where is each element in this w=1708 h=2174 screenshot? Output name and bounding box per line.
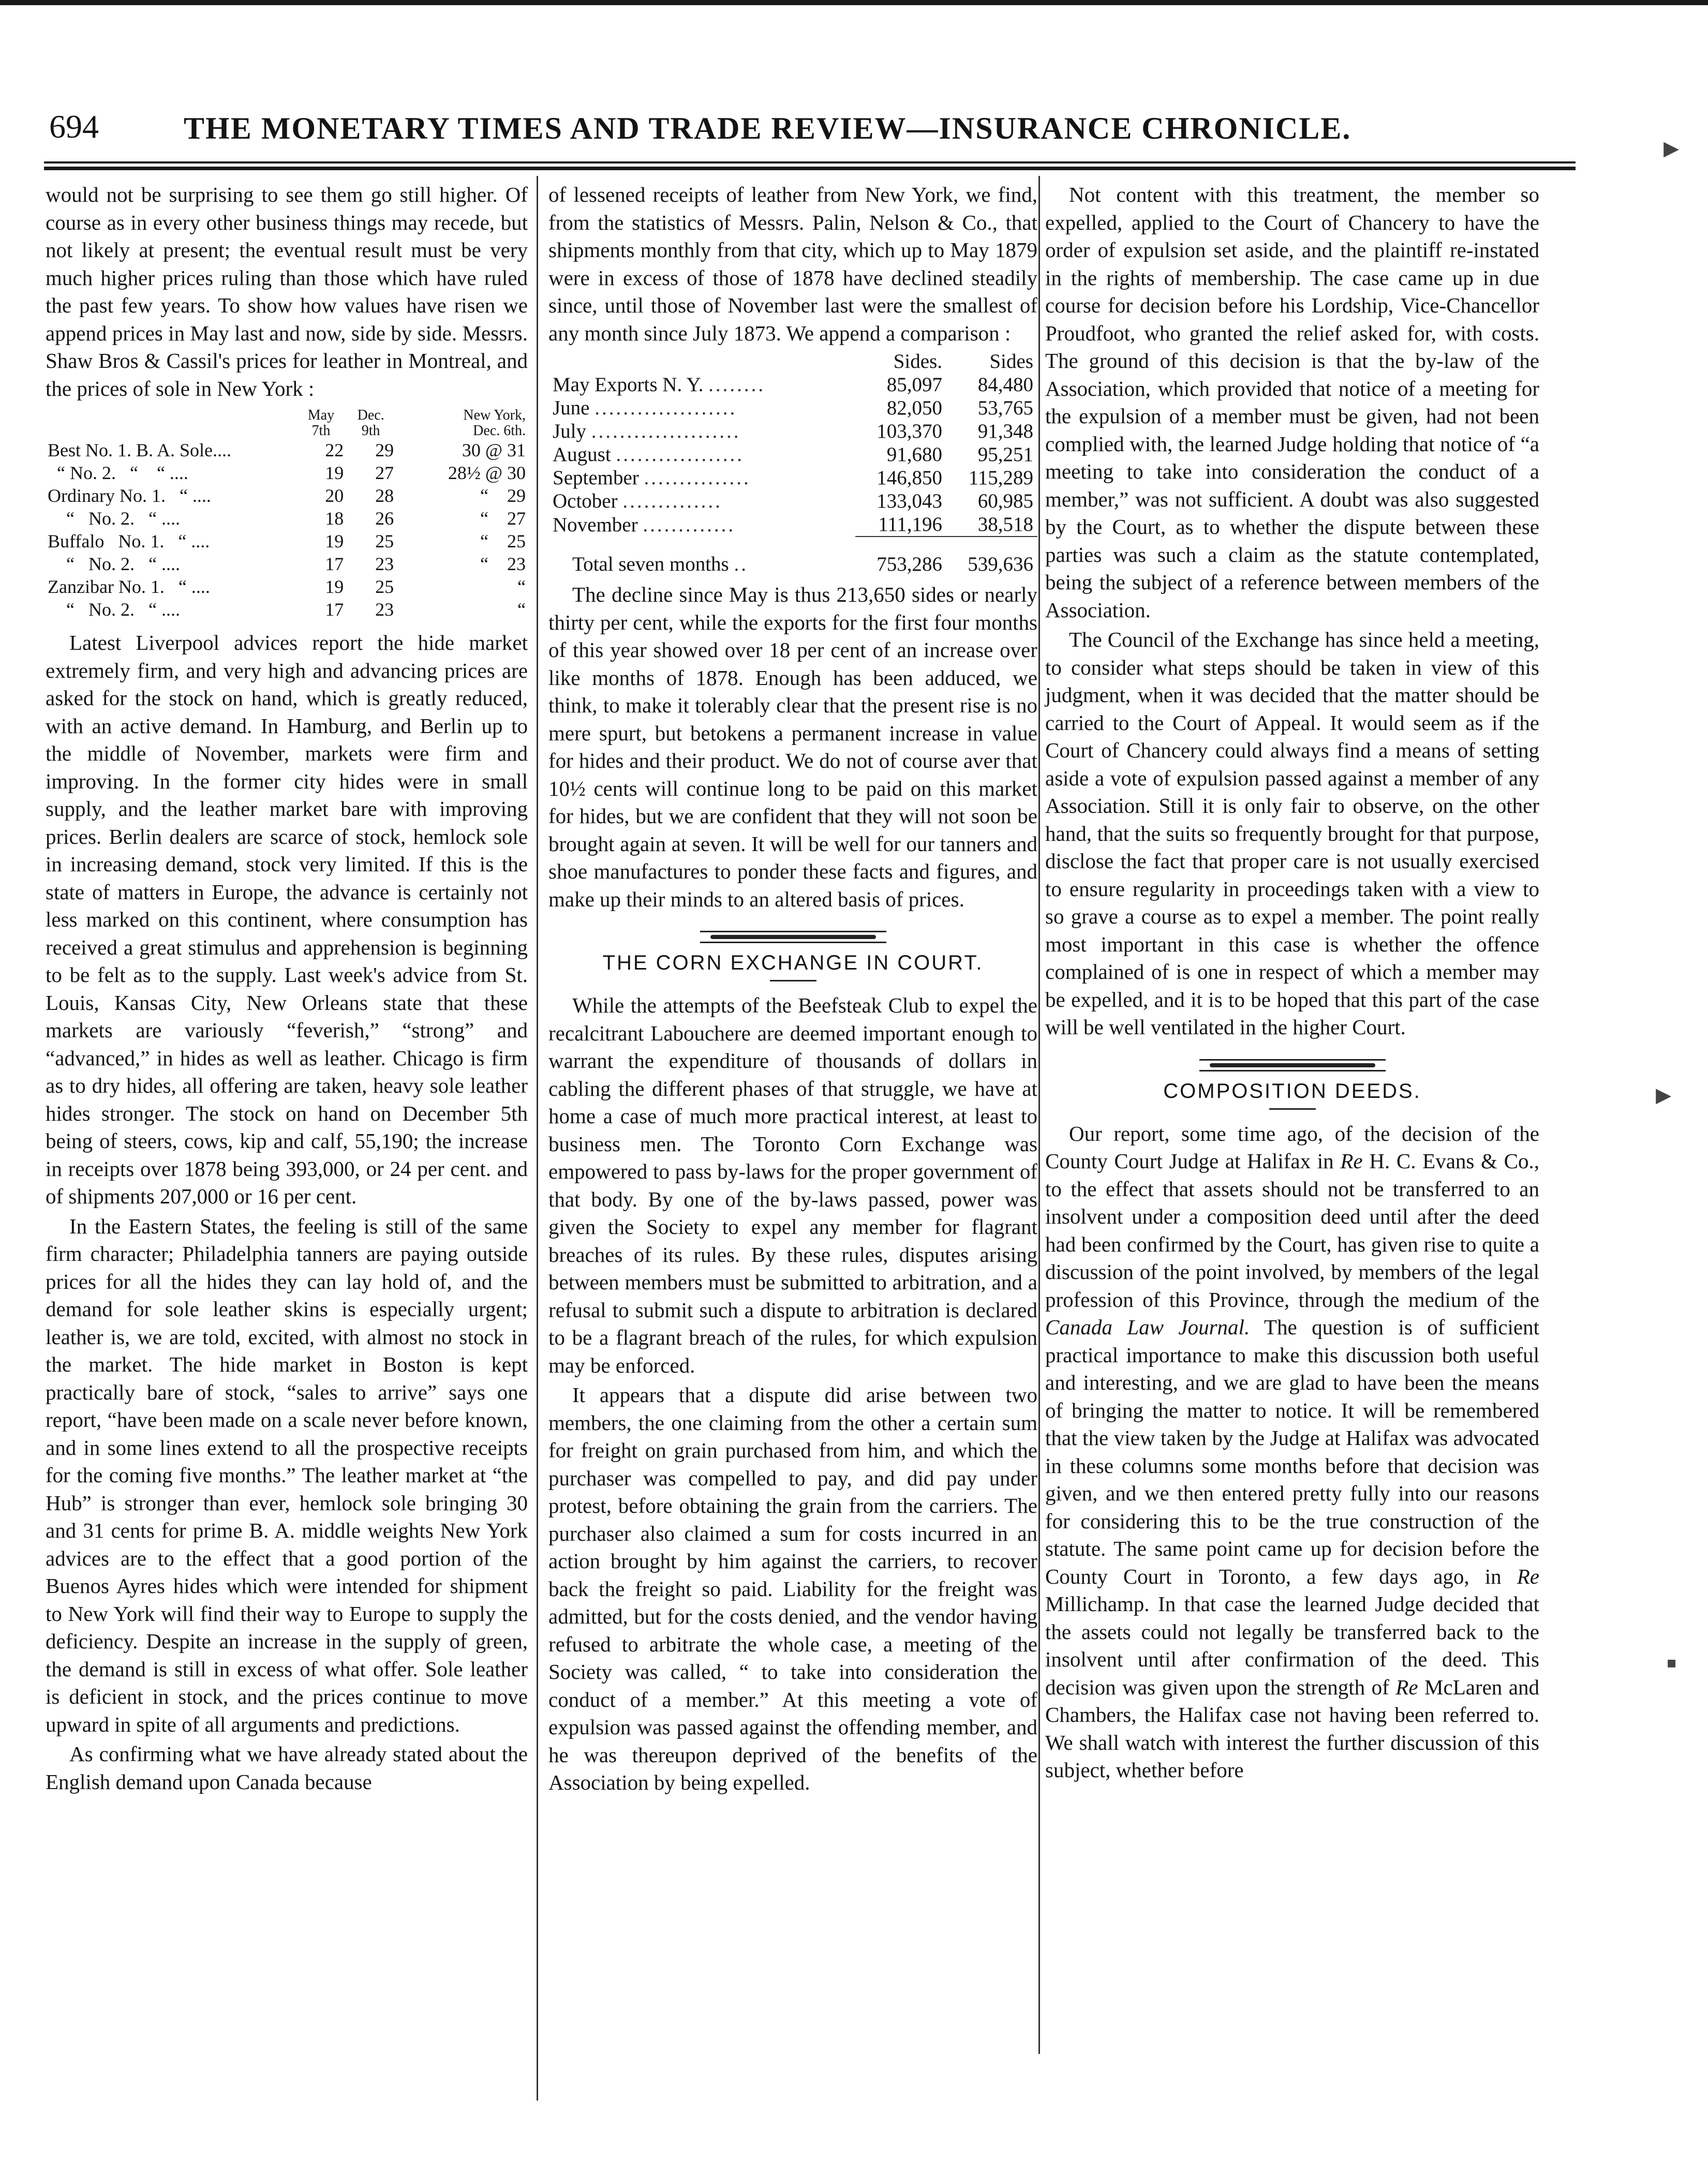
heading-underline <box>770 980 816 981</box>
header-rule-thick <box>44 167 1576 170</box>
page-header <box>44 103 1576 160</box>
table-row: Ordinary No. 1. “ .... 20 28 “ 29 <box>48 485 526 506</box>
table-row: June .................... 82,050 53,765 <box>553 397 1033 419</box>
header-sides-1879: Sides. <box>893 350 942 373</box>
column-divider-2 <box>1038 176 1040 2054</box>
column-2 <box>548 181 1037 1797</box>
header-new-york: New York, Dec. 6th. <box>463 407 526 439</box>
section-ornament-rule <box>700 931 886 944</box>
margin-mark: ▪ <box>1666 1646 1677 1680</box>
top-border-rule <box>0 0 1708 5</box>
header-may: May 7th <box>307 407 335 439</box>
margin-mark: ▸ <box>1656 1077 1672 1111</box>
col1-paragraph-4: As confirming what we have already stated about the English demand upon Canada because <box>46 1742 528 1794</box>
col3-paragraph-3: Our report, some time ago, of the decision of the County Court Judge at Halifax in Re H. C. Evans & Co., to the effect that assets should not be transferred to an insolvent under a composition deed until after the deed had been confirmed by the Court, has given rise to quite a discussion of the point involved, by members of the legal profession of this Province, through the medium of the Canada Law Journal. The question is of sufficient practical importance to make this discussion both useful and interesting, and we are glad to have been the means of bringing the matter to notice. It will be remembered that the view taken by the Judge at Halifax was advocated in these columns some months before that decision was given, and we then entered pretty fully into our reasons for considering this to be the true construction of the statute. The same point came up for decision before the County Court in Toronto, a few days ago, in Re Millichamp. In that case the learned Judge decided that the assets could not legally be transferred back to the insolvent until after confirmation of the deed. This decision was given upon the strength of Re McLaren and Chambers, the Halifax case not having been referred to. We shall watch with interest the further discussion of this subject, whether before <box>1045 1121 1539 1782</box>
heading-composition-deeds: COMPOSITION DEEDS. <box>1163 1079 1421 1103</box>
table-row: August .................. 91,680 95,251 <box>553 443 1033 466</box>
table-row: October .............. 133,043 60,985 <box>553 490 1033 512</box>
col2-paragraph-1: of lessened receipts of leather from New York, we find, from the statistics of Messrs. Palin, Nelson & Co., that shipments monthly from that city, which up to May 1879 were in excess of those of 1878 have declined steadily since, until those of November last were the smallest of any month since July 1873. We append a comparison : <box>548 183 1037 345</box>
col1-paragraph-1: would not be surprising to see them go still higher. Of course as in every other business things may recede, but not likely at present; the eventual result must be very much higher prices ruling than those which have ruled the past few years. To show how values have risen we append prices in May last and now, side by side. Messrs. Shaw Bros & Cassil's prices for leather in Montreal, and the prices of sole in New York : <box>46 183 528 400</box>
heading-corn-exchange: THE CORN EXCHANGE IN COURT. <box>602 951 984 974</box>
table-row: November ............. 111,196 38,518 <box>553 513 1033 536</box>
table-row: “ No. 2. “ .... 17 23 “ 23 <box>48 554 526 574</box>
header-dec: Dec. 9th <box>357 407 384 439</box>
table-row: Zanzibar No. 1. “ .... 19 25 “ <box>48 576 526 597</box>
header-rule-thin <box>44 161 1576 163</box>
col3-paragraph-1: Not content with this treatment, the member so expelled, applied to the Court of Chancery to have the order of expulsion set aside, and the plaintiff re-instated in the rights of membership. The case came up in due course for decision before his Lordship, Vice-Chancellor Proudfoot, who granted the relief asked for, with costs. The ground of this decision is that the by-law of the Association, which provided that notice of a meeting for the expulsion of a member must be given, had not been complied with, the learned Judge holding that notice of “a meeting to take into consideration the conduct of a member,” was not sufficient. A doubt was also suggested by the Court, as to whether the dispute between these parties was such a claim as the statute contemplated, being the subject of a reference between members of the Association. <box>1045 183 1539 622</box>
column-1 <box>46 181 528 1796</box>
col2-paragraph-2: The decline since May is thus 213,650 sides or nearly thirty per cent, while the exports for the first four months of this year showed over 18 per cent of an increase over like months of 1878. Enough has been adduced, we think, to make it tolerably clear that the present rise is no mere spurt, but betokens a permanent increase in value for hides and their product. We do not of course aver that 10½ cents will continue long to be paid on this market for hides, but we are confident that they will not soon be brought again at seven. It will be well for our tanners and shoe manufactures to ponder these facts and figures, and make up their minds to an altered basis of prices. <box>548 583 1037 911</box>
exports-total-row: Total seven months .. 753,286 539,636 <box>548 537 1037 576</box>
page-number: 694 <box>49 108 99 145</box>
column-divider-1 <box>537 176 538 2101</box>
column-3 <box>1045 181 1539 1784</box>
masthead-title: THE MONETARY TIMES AND TRADE REVIEW—INSURANCE CHRONICLE. <box>184 111 1351 145</box>
header-sides-1878: Sides <box>989 350 1033 373</box>
col1-paragraph-3: In the Eastern States, the feeling is still of the same firm character; Philadelphia tanners are paying outside prices for all the hides they can lay hold of, and the demand for sole leather skins is especially urgent; leather is, we are told, excited, with almost no stock in the market. The hide market in Boston is kept practically bare of stock, “sales to arrive” says one report, “have been made on a scale never before known, and in some lines extend to all the prospective receipts for the coming five months.” The leather market at “the Hub” is stronger than ever, hemlock sole bringing 30 and 31 cents for prime B. A. middle weights New York advices are to the effect that a good portion of the Buenos Ayres hides which were intended for shipment to New York will find their way to Europe to supply the deficiency. Despite an increase in the supply of green, the demand is still in excess of what offer. Sole leather is deficient in stock, and the prices continue to move upward in spite of all arguments and predictions. <box>46 1214 528 1736</box>
col2-paragraph-3: While the attempts of the Beefsteak Club to expel the recalcitrant Labouchere are deemed important enough to warrant the expenditure of thousands of dollars in cabling the different phases of that struggle, we have at home a case of much more practical interest, at least to business men. The Toronto Corn Exchange was empowered to pass by-laws for the proper government of that body. By one of the by-laws passed, power was given the Society to expel any member for flagrant breaches of its rules. By these rules, disputes arising between members must be submitted to arbitration, and a refusal to submit such a dispute to arbitration is declared to be a flagrant breach of the rules, for which expulsion may be enforced. <box>548 993 1037 1377</box>
table-row: Buffalo No. 1. “ .... 19 25 “ 25 <box>48 531 526 552</box>
table-row: Best No. 1. B. A. Sole.... 22 29 30 @ 31 <box>48 440 526 460</box>
table-row: “ No. 2. “ “ .... 19 27 28½ @ 30 <box>48 463 526 483</box>
exports-table-header <box>548 350 1037 373</box>
price-table-header <box>46 408 528 439</box>
table-row: “ No. 2. “ .... 18 26 “ 27 <box>48 508 526 529</box>
margin-mark: ▸ <box>1664 130 1680 165</box>
col1-paragraph-2: Latest Liverpool advices report the hide market extremely firm, and very high and advancing prices are asked for the stock on hand, which is greatly reduced, with an active demand. In Hamburg, and Berlin up to the middle of November, markets were firm and improving. In the former city hides were in small supply, and the leather market bare with improving prices. Berlin dealers are scarce of stock, hemlock sole in increasing demand, stock very limited. If this is the state of matters in Europe, the advance is certainly not less marked on this continent, where consumption has received a great stimulus and apprehension is beginning to be felt as to the supply. Last week's advice from St. Louis, Kansas City, New Orleans state that these markets are variously “feverish,” “strong” and “advanced,” in hides as well as leather. Chicago is firm as to dry hides, all offering are taken, heavy sole leather hides stronger. The stock on hand on December 5th being of steers, cows, kip and calf, 55,190; the increase in receipts over 1878 being 393,000, or 24 per cent. and of shipments 207,000 or 16 per cent. <box>46 631 528 1208</box>
table-row: “ No. 2. “ .... 17 23 “ <box>48 599 526 620</box>
table-row: September ............... 146,850 115,289 <box>553 467 1033 489</box>
col2-paragraph-4: It appears that a dispute did arise between two members, the one claiming from the other a certain sum for freight on grain purchased from him, and which the purchaser was compelled to pay, and did pay under protest, before obtaining the grain from the carriers. The purchaser also claimed a sum for costs incurred in an action brought by him against the carriers, to recover back the freight so paid. Liability for the freight was admitted, but for the costs denied, and the vendor having refused to arbitrate the whole case, a meeting of the Society was called, “ to take into consideration the conduct of a member.” At this meeting a vote of expulsion was passed against the offending member, and he was thereupon deprived of the benefits of the Association by being expelled. <box>548 1383 1037 1794</box>
section-ornament-rule <box>1199 1059 1386 1073</box>
heading-underline <box>1269 1108 1316 1110</box>
leather-price-table <box>46 408 528 621</box>
table-row: May Exports N. Y. ........ 85,097 84,480 <box>553 374 1033 396</box>
col3-paragraph-2: The Council of the Exchange has since held a meeting, to consider what steps should be taken in view of this judgment, when it was decided that the matter should be carried to the Court of Appeal. It would seem as if the Court of Chancery could always find a means of setting aside a vote of expulsion passed against a member of any Association. Still it is only fair to observe, on the other hand, that the suits so frequently brought for that purpose, disclose the fact that proper care is not usually exercised to ensure regularity in proceedings taken with a view to so grave a course as to expel a member. The point really most important in this case is whether the offence complained of is one in respect of which a member may be expelled, and it is to be hoped that this part of the case will be well ventilated in the higher Court. <box>1045 628 1539 1039</box>
exports-comparison-table <box>548 350 1037 576</box>
table-row: July ..................... 103,370 91,348 <box>553 420 1033 442</box>
